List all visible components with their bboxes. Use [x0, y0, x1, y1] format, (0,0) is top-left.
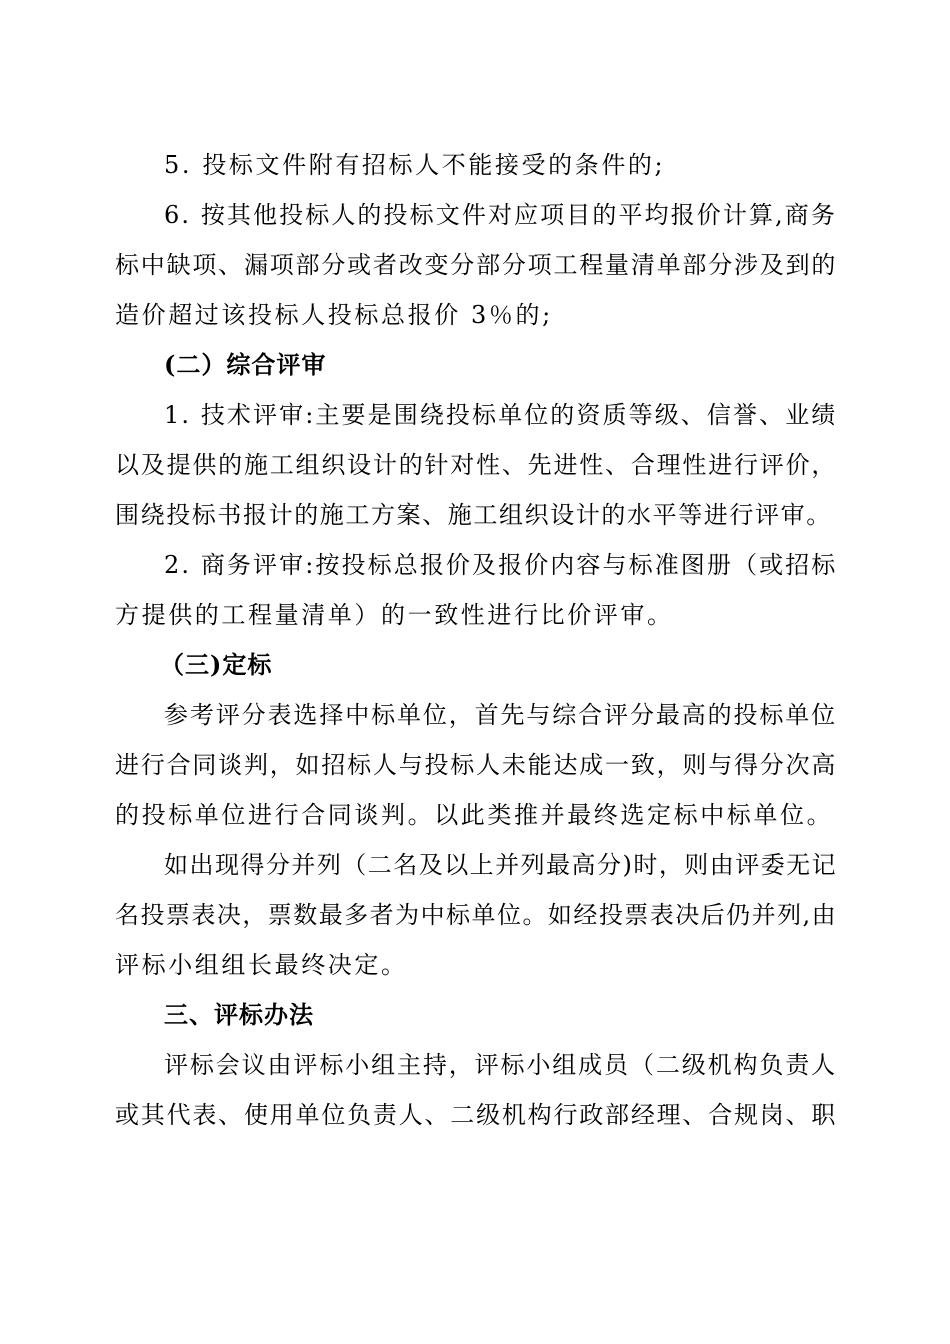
technical-review-text-cont: 以及提供的施工组织设计的针对性、先进性、合理性进行评价，	[115, 451, 837, 479]
technical-review-text: 1. 技术评审:主要是围绕投标单位的资质等级、信誉、业绩	[164, 401, 838, 429]
commercial-review-text: 2. 商务评审:按投标总报价及报价内容与标准图册（或招标	[164, 551, 838, 579]
section-heading-comprehensive-review: (二）综合评审	[164, 350, 327, 379]
section-heading-evaluation-method: 三、评标办法	[164, 1000, 314, 1029]
item-5-text: 5. 投标文件附有招标人不能接受的条件的;	[164, 151, 666, 179]
award-paragraph-1: 参考评分表选择中标单位，首先与综合评分最高的投标单位	[164, 701, 837, 729]
item-6-text: 6. 按其他投标人的投标文件对应项目的平均报价计算,商务	[164, 201, 837, 229]
commercial-review-text-end: 方提供的工程量清单）的一致性进行比价评审。	[115, 601, 674, 629]
item-6-text-end: 造价超过该投标人投标总报价 3％的;	[115, 301, 553, 329]
evaluation-method-paragraph: 评标会议由评标小组主持，评标小组成员（二级机构负责人	[164, 1051, 837, 1079]
award-paragraph-2-cont: 名投票表决，票数最多者为中标单位。如经投票表决后仍并列,由	[115, 901, 837, 929]
item-6-text-cont: 标中缺项、漏项部分或者改变分部分项工程量清单部分涉及到的	[115, 251, 837, 279]
award-paragraph-1-end: 的投标单位进行合同谈判。以此类推并最终选定标中标单位。	[115, 801, 834, 829]
technical-review-text-end: 围绕投标书报计的施工方案、施工组织设计的水平等进行评审。	[115, 501, 832, 529]
award-paragraph-1-cont: 进行合同谈判，如招标人与投标人未能达成一致，则与得分次高	[115, 751, 837, 779]
evaluation-method-paragraph-cont: 或其代表、使用单位负责人、二级机构行政部经理、合规岗、职	[115, 1101, 837, 1129]
award-paragraph-2-end: 评标小组组长最终决定。	[115, 951, 408, 979]
section-heading-award: （三)定标	[160, 650, 273, 679]
award-paragraph-2: 如出现得分并列（二名及以上并列最高分)时，则由评委无记	[164, 851, 837, 879]
